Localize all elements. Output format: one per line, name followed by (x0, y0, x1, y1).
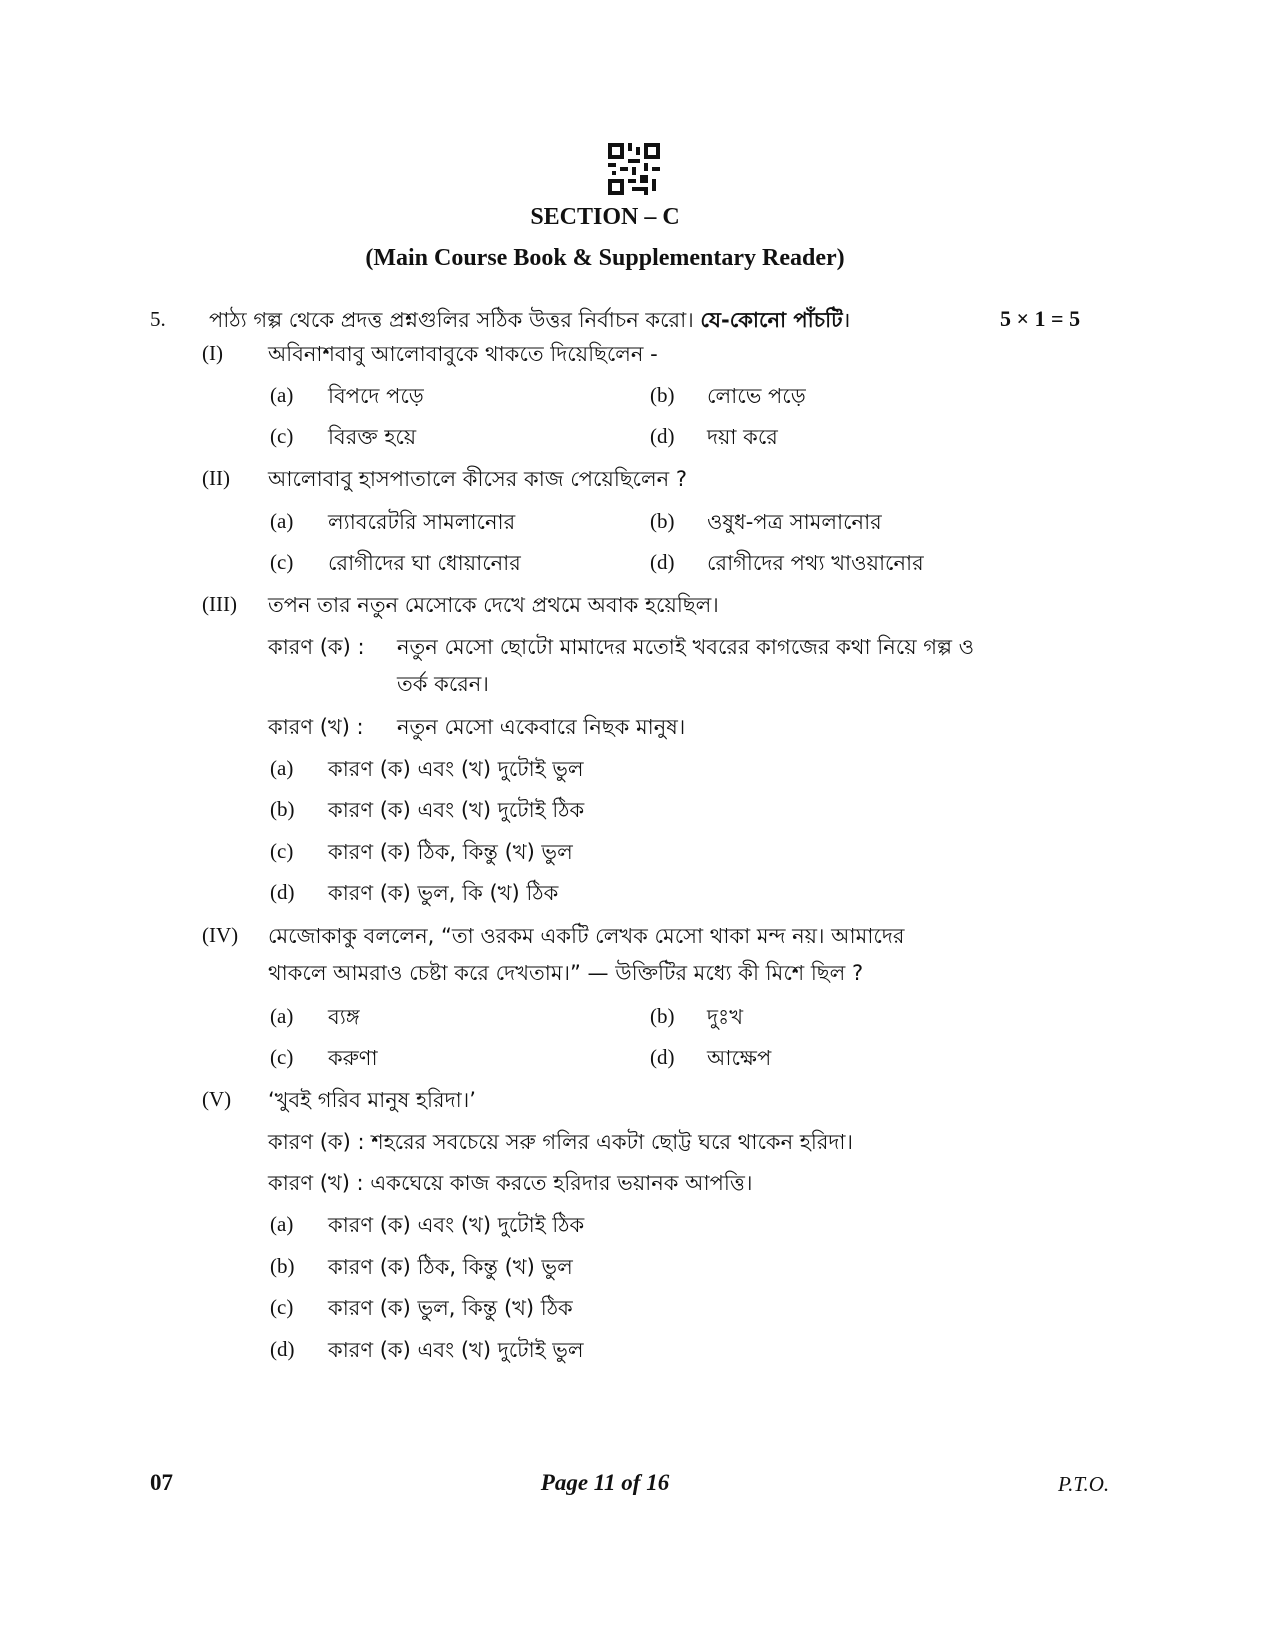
item-3-reason-b-label: কারণ (খ) : (268, 715, 364, 739)
item-2-option-a-text: ল্যাবরেটরি সামলানোর (328, 510, 516, 534)
item-2-option-d-text: রোগীদের পথ্য খাওয়ানোর (707, 551, 924, 575)
item-1-option-d-label: (d) (650, 424, 675, 448)
paper-code: 07 (150, 1470, 173, 1495)
item-5-option-a-text: কারণ (ক) এবং (খ) দুটোই ঠিক (328, 1213, 585, 1237)
item-3-reason-b: নতুন মেসো একেবারে নিছক মানুষ। (397, 715, 686, 739)
item-1-option-b-label: (b) (650, 383, 675, 407)
pto-note: P.T.O. (1058, 1472, 1110, 1496)
item-4-option-b-text: দুঃখ (707, 1005, 744, 1029)
item-3-option-d-label: (d) (270, 880, 295, 904)
item-1-option-c-label: (c) (270, 424, 294, 448)
item-4-line1: মেজোকাকু বললেন, “তা ওরকম একটি লেখক মেসো থাকা মন্দ নয়। আমাদের (268, 924, 905, 948)
item-2-option-b-label: (b) (650, 509, 675, 533)
item-4-option-a-label: (a) (270, 1004, 294, 1028)
item-5-option-c-text: কারণ (ক) ভুল, কিন্তু (খ) ঠিক (328, 1296, 573, 1320)
item-5-option-a-label: (a) (270, 1212, 294, 1236)
instruction-end: । (842, 308, 851, 332)
item-2-option-a-label: (a) (270, 509, 294, 533)
section-subtitle: (Main Course Book & Supplementary Reader) (365, 245, 845, 271)
item-3-number: (III) (202, 592, 237, 616)
item-3-option-a-label: (a) (270, 756, 294, 780)
item-5-reason-a: কারণ (ক) : শহরের সবচেয়ে সরু গলির একটা ছোট্ট ঘরে থাকেন হরিদা। (268, 1130, 854, 1154)
item-1-question: অবিনাশবাবু আলোবাবুকে থাকতে দিয়েছিলেন - (268, 342, 658, 366)
item-3-option-b-text: কারণ (ক) এবং (খ) দুটোই ঠিক (328, 798, 585, 822)
page-number: Page 11 of 16 (540, 1470, 670, 1495)
item-3-option-b-label: (b) (270, 797, 295, 821)
item-3-option-d-text: কারণ (ক) ভুল, কি (খ) ঠিক (328, 881, 559, 905)
item-4-option-c-label: (c) (270, 1045, 294, 1069)
item-2-question: আলোবাবু হাসপাতালে কীসের কাজ পেয়েছিলেন ? (268, 467, 688, 491)
item-4-option-d-text: আক্ষেপ (707, 1046, 772, 1070)
item-3-reason-a-line1: নতুন মেসো ছোটো মামাদের মতোই খবরের কাগজের কথা নিয়ে গল্প ও (397, 635, 975, 659)
item-1-option-c-text: বিরক্ত হয়ে (328, 425, 417, 449)
item-3-reason-a-line2: তর্ক করেন। (397, 672, 489, 696)
item-1-option-b-text: লোভে পড়ে (707, 384, 806, 408)
item-5-number: (V) (202, 1087, 232, 1111)
question-marks: 5 × 1 = 5 (1000, 306, 1081, 331)
item-2-option-d-label: (d) (650, 550, 675, 574)
item-4-option-a-text: ব্যঙ্গ (328, 1005, 360, 1029)
item-4-option-c-text: করুণা (328, 1046, 378, 1070)
item-1-option-a-label: (a) (270, 383, 294, 407)
item-3-option-a-text: কারণ (ক) এবং (খ) দুটোই ভুল (328, 757, 584, 781)
item-2-option-c-label: (c) (270, 550, 294, 574)
question-instruction (209, 304, 851, 339)
item-4-option-b-label: (b) (650, 1004, 675, 1028)
item-1-option-d-text: দয়া করে (707, 425, 778, 449)
item-5-option-d-text: কারণ (ক) এবং (খ) দুটোই ভুল (328, 1338, 584, 1362)
question-number: 5. (150, 307, 166, 331)
item-3-reason-a-label: কারণ (ক) : (268, 635, 365, 659)
item-4-number: (IV) (202, 923, 239, 947)
instruction-emphasis: যে-কোনো পাঁচটি (700, 308, 843, 332)
item-1-number: (I) (202, 341, 223, 365)
item-5-option-c-label: (c) (270, 1295, 294, 1319)
item-5-option-b-text: কারণ (ক) ঠিক, কিন্তু (খ) ভুল (328, 1255, 573, 1279)
item-3-question: তপন তার নতুন মেসোকে দেখে প্রথমে অবাক হয়েছিল। (268, 593, 719, 617)
item-2-number: (II) (202, 466, 230, 490)
item-5-reason-b: কারণ (খ) : একঘেয়ে কাজ করতে হরিদার ভয়ানক আপত্তি। (268, 1171, 753, 1195)
item-1-option-a-text: বিপদে পড়ে (328, 384, 424, 408)
item-4-line2: থাকলে আমরাও চেষ্টা করে দেখতাম।” — উক্তিটির মধ্যে কী মিশে ছিল ? (268, 961, 864, 985)
item-4-option-d-label: (d) (650, 1045, 675, 1069)
item-3-option-c-text: কারণ (ক) ঠিক, কিন্তু (খ) ভুল (328, 840, 573, 864)
item-5-option-b-label: (b) (270, 1254, 295, 1278)
item-2-option-b-text: ওষুধ-পত্র সামলানোর (707, 510, 882, 534)
item-3-option-c-label: (c) (270, 839, 294, 863)
item-2-option-c-text: রোগীদের ঘা ধোয়ানোর (328, 551, 521, 575)
qr-code (608, 143, 660, 195)
instruction-text: পাঠ্য গল্প থেকে প্রদত্ত প্রশ্নগুলির সঠিক উত্তর নির্বাচন করো। (209, 308, 701, 332)
item-5-option-d-label: (d) (270, 1337, 295, 1361)
item-5-question: ‘খুবই গরিব মানুষ হরিদা।’ (268, 1088, 476, 1112)
section-title: SECTION – C (530, 204, 680, 230)
